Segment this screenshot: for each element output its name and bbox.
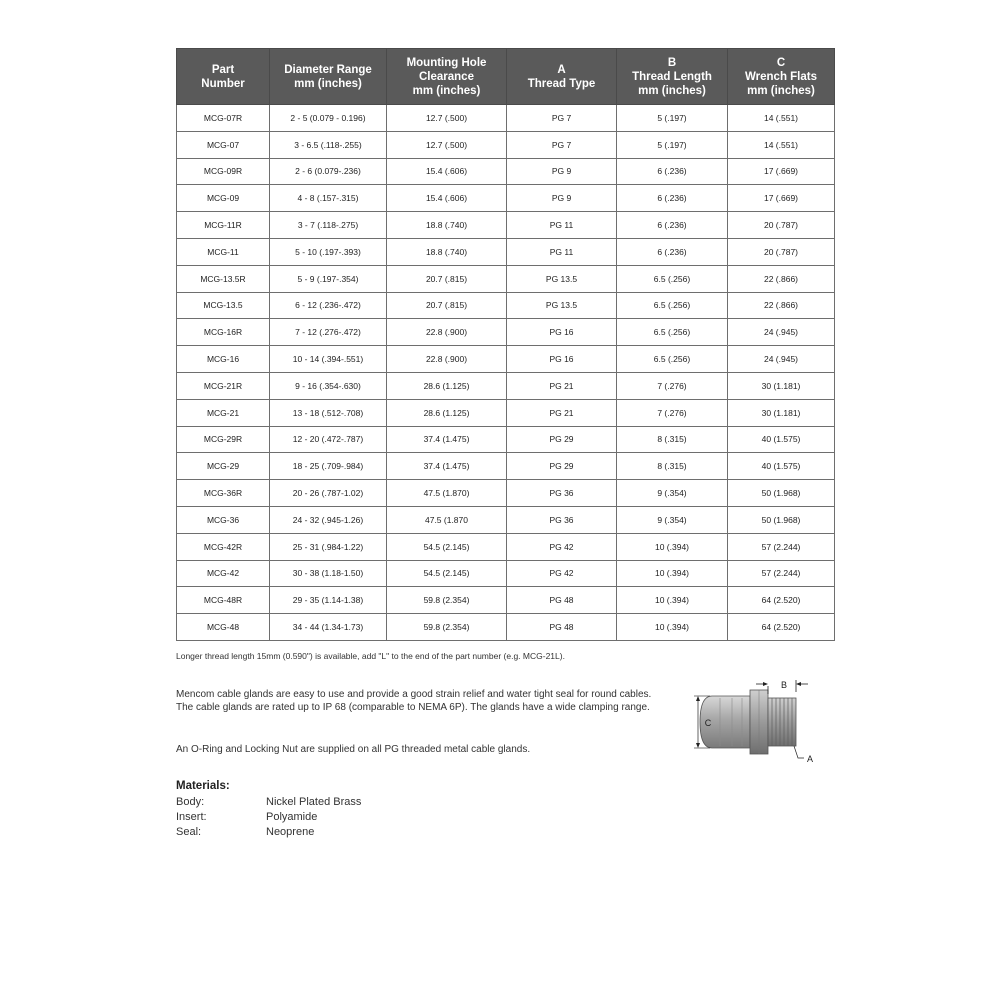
table-cell: PG 9 bbox=[507, 185, 617, 212]
header-part-number: Part Number bbox=[177, 49, 270, 105]
table-cell: PG 13.5 bbox=[507, 265, 617, 292]
table-cell: 59.8 (2.354) bbox=[387, 614, 507, 641]
table-cell: 18.8 (.740) bbox=[387, 212, 507, 239]
dimension-label-b: B bbox=[780, 680, 788, 690]
table-cell: 47.5 (1.870) bbox=[387, 480, 507, 507]
table-cell: 6 (.236) bbox=[617, 158, 728, 185]
table-cell: MCG-16 bbox=[177, 346, 270, 373]
table-cell: MCG-13.5R bbox=[177, 265, 270, 292]
table-cell: 6 (.236) bbox=[617, 212, 728, 239]
table-row bbox=[177, 265, 835, 292]
table-cell: 6.5 (.256) bbox=[617, 265, 728, 292]
table-cell: 3 - 6.5 (.118-.255) bbox=[270, 131, 387, 158]
table-row bbox=[177, 212, 835, 239]
table-cell: PG 9 bbox=[507, 158, 617, 185]
table-cell: 30 (1.181) bbox=[728, 399, 835, 426]
table-cell: 15.4 (.606) bbox=[387, 185, 507, 212]
table-cell: 50 (1.968) bbox=[728, 506, 835, 533]
table-cell: 28.6 (1.125) bbox=[387, 399, 507, 426]
table-cell: PG 7 bbox=[507, 131, 617, 158]
table-cell: 57 (2.244) bbox=[728, 533, 835, 560]
table-cell: 22 (.866) bbox=[728, 265, 835, 292]
table-cell: 29 - 35 (1.14-1.38) bbox=[270, 587, 387, 614]
table-cell: 5 (.197) bbox=[617, 131, 728, 158]
table-row bbox=[177, 506, 835, 533]
table-cell: 47.5 (1.870 bbox=[387, 506, 507, 533]
table-cell: MCG-42R bbox=[177, 533, 270, 560]
table-cell: MCG-48 bbox=[177, 614, 270, 641]
table-cell: 20 - 26 (.787-1.02) bbox=[270, 480, 387, 507]
material-seal bbox=[176, 826, 314, 838]
header-thread-type: A Thread Type bbox=[507, 49, 617, 105]
table-row bbox=[177, 131, 835, 158]
table-row bbox=[177, 426, 835, 453]
table-row bbox=[177, 533, 835, 560]
table-cell: PG 42 bbox=[507, 533, 617, 560]
table-cell: 28.6 (1.125) bbox=[387, 372, 507, 399]
table-cell: 5 - 10 (.197-.393) bbox=[270, 238, 387, 265]
table-row bbox=[177, 560, 835, 587]
table-cell: 6 (.236) bbox=[617, 185, 728, 212]
dimension-label-a: A bbox=[806, 754, 814, 764]
table-row bbox=[177, 587, 835, 614]
table-cell: 24 (.945) bbox=[728, 319, 835, 346]
table-cell: 40 (1.575) bbox=[728, 426, 835, 453]
table-cell: 7 (.276) bbox=[617, 372, 728, 399]
table-cell: MCG-36 bbox=[177, 506, 270, 533]
table-cell: MCG-07 bbox=[177, 131, 270, 158]
table-row bbox=[177, 480, 835, 507]
table-cell: MCG-36R bbox=[177, 480, 270, 507]
table-cell: 8 (.315) bbox=[617, 453, 728, 480]
table-row bbox=[177, 372, 835, 399]
material-insert bbox=[176, 811, 317, 823]
table-cell: PG 42 bbox=[507, 560, 617, 587]
cable-gland-diagram bbox=[690, 672, 830, 772]
table-cell: PG 21 bbox=[507, 372, 617, 399]
table-cell: 17 (.669) bbox=[728, 158, 835, 185]
table-cell: 6.5 (.256) bbox=[617, 292, 728, 319]
table-cell: 12 - 20 (.472-.787) bbox=[270, 426, 387, 453]
table-cell: 54.5 (2.145) bbox=[387, 560, 507, 587]
table-cell: 22 (.866) bbox=[728, 292, 835, 319]
table-cell: 2 - 6 (0.079-.236) bbox=[270, 158, 387, 185]
material-key: Seal: bbox=[176, 826, 202, 838]
table-cell: 50 (1.968) bbox=[728, 480, 835, 507]
table-cell: PG 36 bbox=[507, 480, 617, 507]
dimension-label-c: C bbox=[704, 718, 712, 728]
table-cell: MCG-29R bbox=[177, 426, 270, 453]
footnote: Longer thread length 15mm (0.590") is available, add "L" to the end of the part number (e.g. MCG-21L). bbox=[176, 651, 565, 661]
table-cell: PG 21 bbox=[507, 399, 617, 426]
table-cell: 6.5 (.256) bbox=[617, 346, 728, 373]
material-body bbox=[176, 796, 361, 808]
table-cell: MCG-11R bbox=[177, 212, 270, 239]
table-cell: 17 (.669) bbox=[728, 185, 835, 212]
table-cell: MCG-42 bbox=[177, 560, 270, 587]
table-cell: 37.4 (1.475) bbox=[387, 453, 507, 480]
table-cell: 24 - 32 (.945-1.26) bbox=[270, 506, 387, 533]
table-cell: 9 (.354) bbox=[617, 480, 728, 507]
table-cell: MCG-07R bbox=[177, 105, 270, 132]
spec-table bbox=[176, 48, 835, 641]
material-value: Nickel Plated Brass bbox=[266, 796, 362, 808]
table-cell: 13 - 18 (.512-.708) bbox=[270, 399, 387, 426]
table-cell: 10 (.394) bbox=[617, 533, 728, 560]
description-paragraph: An O-Ring and Locking Nut are supplied on all PG threaded metal cable glands. bbox=[176, 744, 531, 755]
header-mounting-hole: Mounting Hole Clearance mm (inches) bbox=[387, 49, 507, 105]
header-thread-length: B Thread Length mm (inches) bbox=[617, 49, 728, 105]
material-value: Polyamide bbox=[266, 811, 318, 823]
table-cell: 24 (.945) bbox=[728, 346, 835, 373]
table-cell: MCG-21 bbox=[177, 399, 270, 426]
table-cell: PG 11 bbox=[507, 212, 617, 239]
table-cell: 6 - 12 (.236-.472) bbox=[270, 292, 387, 319]
description-paragraph: Mencom cable glands are easy to use and provide a good strain relief and water tight seal for round cables. The cable glands are rated up to IP 68 (comparable to NEMA 6P). The glands have a wide clamping range. bbox=[176, 689, 652, 713]
table-cell: 20.7 (.815) bbox=[387, 292, 507, 319]
table-cell: PG 48 bbox=[507, 614, 617, 641]
table-cell: 64 (2.520) bbox=[728, 614, 835, 641]
table-cell: MCG-09 bbox=[177, 185, 270, 212]
table-cell: 15.4 (.606) bbox=[387, 158, 507, 185]
table-cell: 64 (2.520) bbox=[728, 587, 835, 614]
table-cell: 5 (.197) bbox=[617, 105, 728, 132]
table-cell: 7 - 12 (.276-.472) bbox=[270, 319, 387, 346]
table-cell: 20 (.787) bbox=[728, 238, 835, 265]
header-diameter-range: Diameter Range mm (inches) bbox=[270, 49, 387, 105]
table-row bbox=[177, 238, 835, 265]
table-cell: 14 (.551) bbox=[728, 105, 835, 132]
table-cell: 9 (.354) bbox=[617, 506, 728, 533]
table-cell: PG 29 bbox=[507, 453, 617, 480]
table-cell: 22.8 (.900) bbox=[387, 346, 507, 373]
table-cell: 25 - 31 (.984-1.22) bbox=[270, 533, 387, 560]
table-row bbox=[177, 105, 835, 132]
table-cell: 37.4 (1.475) bbox=[387, 426, 507, 453]
table-cell: 10 (.394) bbox=[617, 614, 728, 641]
table-cell: 10 (.394) bbox=[617, 560, 728, 587]
table-cell: PG 13.5 bbox=[507, 292, 617, 319]
table-header-row bbox=[177, 49, 835, 105]
header-wrench-flats: C Wrench Flats mm (inches) bbox=[728, 49, 835, 105]
table-cell: 6 (.236) bbox=[617, 238, 728, 265]
table-cell: MCG-16R bbox=[177, 319, 270, 346]
table-cell: 22.8 (.900) bbox=[387, 319, 507, 346]
table-cell: 34 - 44 (1.34-1.73) bbox=[270, 614, 387, 641]
table-cell: 10 - 14 (.394-.551) bbox=[270, 346, 387, 373]
table-cell: 20.7 (.815) bbox=[387, 265, 507, 292]
table-cell: 9 - 16 (.354-.630) bbox=[270, 372, 387, 399]
table-cell: 2 - 5 (0.079 - 0.196) bbox=[270, 105, 387, 132]
table-cell: 54.5 (2.145) bbox=[387, 533, 507, 560]
table-cell: PG 16 bbox=[507, 346, 617, 373]
table-cell: 57 (2.244) bbox=[728, 560, 835, 587]
table-row bbox=[177, 614, 835, 641]
table-cell: PG 16 bbox=[507, 319, 617, 346]
table-cell: 12.7 (.500) bbox=[387, 105, 507, 132]
table-row bbox=[177, 399, 835, 426]
table-cell: PG 29 bbox=[507, 426, 617, 453]
table-cell: MCG-13.5 bbox=[177, 292, 270, 319]
materials-title: Materials: bbox=[176, 780, 230, 792]
table-row bbox=[177, 158, 835, 185]
table-cell: 12.7 (.500) bbox=[387, 131, 507, 158]
table-cell: 14 (.551) bbox=[728, 131, 835, 158]
table-cell: 20 (.787) bbox=[728, 212, 835, 239]
table-cell: 59.8 (2.354) bbox=[387, 587, 507, 614]
material-key: Insert: bbox=[176, 811, 207, 823]
table-cell: 30 (1.181) bbox=[728, 372, 835, 399]
table-row bbox=[177, 185, 835, 212]
table-row bbox=[177, 346, 835, 373]
table-body bbox=[177, 105, 835, 641]
table-cell: MCG-11 bbox=[177, 238, 270, 265]
table-cell: 6.5 (.256) bbox=[617, 319, 728, 346]
table-cell: 4 - 8 (.157-.315) bbox=[270, 185, 387, 212]
table-row bbox=[177, 292, 835, 319]
table-cell: 30 - 38 (1.18-1.50) bbox=[270, 560, 387, 587]
table-cell: 5 - 9 (.197-.354) bbox=[270, 265, 387, 292]
table-cell: MCG-09R bbox=[177, 158, 270, 185]
material-value: Neoprene bbox=[266, 826, 315, 838]
material-key: Body: bbox=[176, 796, 205, 808]
table-cell: 18 - 25 (.709-.984) bbox=[270, 453, 387, 480]
table-cell: 18.8 (.740) bbox=[387, 238, 507, 265]
table-cell: 10 (.394) bbox=[617, 587, 728, 614]
table-cell: PG 48 bbox=[507, 587, 617, 614]
table-cell: 8 (.315) bbox=[617, 426, 728, 453]
table-cell: PG 7 bbox=[507, 105, 617, 132]
table-cell: MCG-21R bbox=[177, 372, 270, 399]
table-row bbox=[177, 319, 835, 346]
table-cell: MCG-48R bbox=[177, 587, 270, 614]
table-cell: 3 - 7 (.118-.275) bbox=[270, 212, 387, 239]
table-cell: PG 11 bbox=[507, 238, 617, 265]
table-row bbox=[177, 453, 835, 480]
table-cell: PG 36 bbox=[507, 506, 617, 533]
table-cell: MCG-29 bbox=[177, 453, 270, 480]
table-cell: 7 (.276) bbox=[617, 399, 728, 426]
table-cell: 40 (1.575) bbox=[728, 453, 835, 480]
